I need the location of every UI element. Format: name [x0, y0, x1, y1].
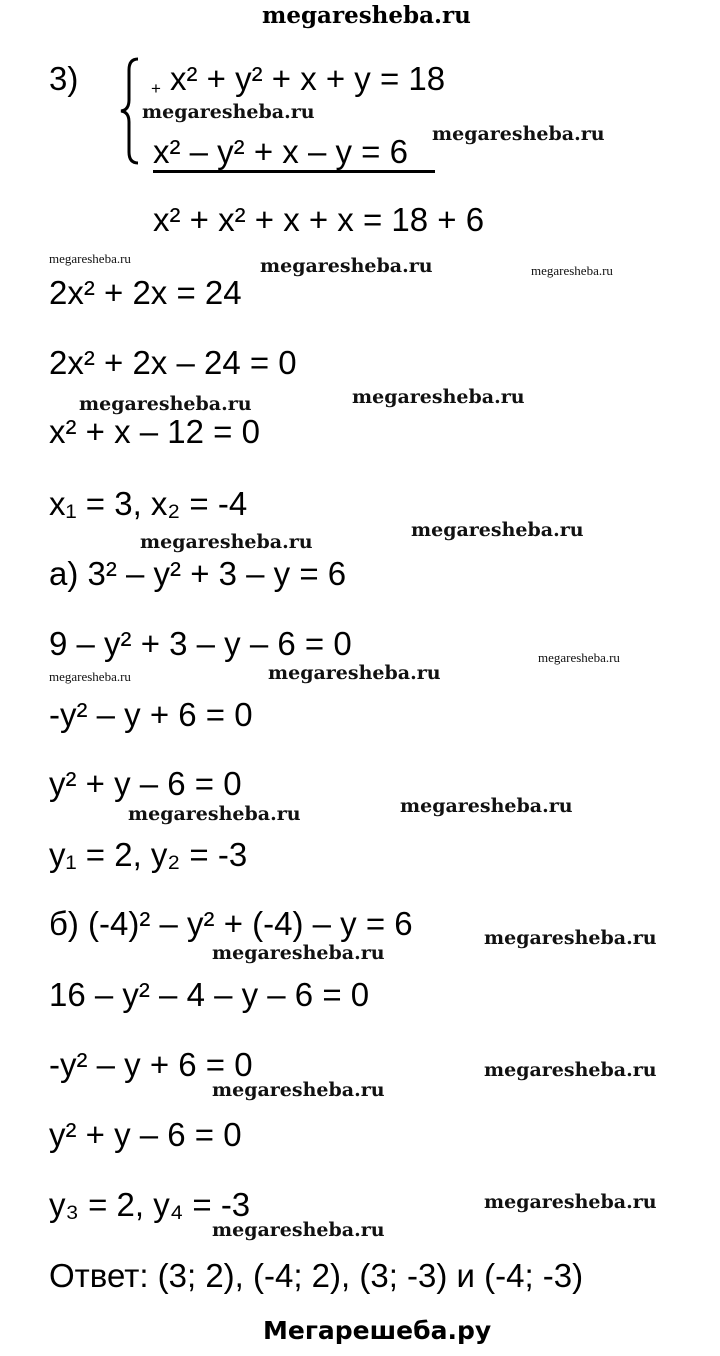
math-line: а) 3² – y² + 3 – y = 6 — [49, 555, 347, 592]
watermark: megaresheba.ru — [212, 1079, 385, 1101]
math-line: -y² – y + 6 = 0 — [49, 696, 253, 733]
watermark: megaresheba.ru — [484, 1059, 657, 1081]
watermark: megaresheba.ru — [142, 101, 315, 123]
sum-underline — [153, 170, 435, 173]
watermark: megaresheba.ru — [49, 669, 131, 684]
watermark: megaresheba.ru — [484, 927, 657, 949]
math-line: 9 – y² + 3 – y – 6 = 0 — [49, 625, 352, 662]
watermark: megaresheba.ru — [531, 263, 613, 278]
math-line: -y² – y + 6 = 0 — [49, 1046, 253, 1083]
math-line: x² + x – 12 = 0 — [49, 413, 260, 450]
system-equation-1: x² + y² + x + y = 18 — [170, 60, 446, 97]
watermark: megaresheba.ru — [484, 1191, 657, 1213]
watermark: megaresheba.ru — [400, 795, 573, 817]
watermark: megaresheba.ru — [49, 251, 131, 266]
math-line: 2x² + 2x = 24 — [49, 274, 242, 311]
system-equation-2: x² – y² + x – y = 6 — [153, 133, 408, 170]
watermark: megaresheba.ru — [268, 662, 441, 684]
math-line: 2x² + 2x – 24 = 0 — [49, 344, 297, 381]
watermark: megaresheba.ru — [260, 255, 433, 277]
watermark: megaresheba.ru — [538, 650, 620, 665]
math-line: x₁ = 3, x₂ = -4 — [49, 485, 248, 522]
math-line: 16 – y² – 4 – y – 6 = 0 — [49, 976, 370, 1013]
math-line: б) (-4)² – y² + (-4) – y = 6 — [49, 905, 413, 942]
system-brace — [118, 56, 140, 166]
site-footer: Мегарешеба.ру — [263, 1316, 492, 1345]
math-line: y₁ = 2, y₂ = -3 — [49, 836, 248, 873]
problem-label: 3) — [49, 60, 79, 97]
watermark: megaresheba.ru — [411, 519, 584, 541]
plus-sign: + — [151, 79, 161, 98]
watermark: megaresheba.ru — [79, 393, 252, 415]
math-line: y₃ = 2, y₄ = -3 — [49, 1186, 251, 1223]
watermark: megaresheba.ru — [128, 803, 301, 825]
math-line: y² + y – 6 = 0 — [49, 1116, 242, 1153]
watermark: megaresheba.ru — [352, 386, 525, 408]
watermark: megaresheba.ru — [140, 531, 313, 553]
answer-line: Ответ: (3; 2), (-4; 2), (3; -3) и (-4; -3) — [49, 1257, 584, 1294]
watermark: megaresheba.ru — [212, 942, 385, 964]
site-header: megaresheba.ru — [262, 2, 471, 29]
watermark: megaresheba.ru — [432, 123, 605, 145]
math-line: y² + y – 6 = 0 — [49, 765, 242, 802]
watermark: megaresheba.ru — [212, 1219, 385, 1241]
math-line: x² + x² + x + x = 18 + 6 — [153, 201, 485, 238]
